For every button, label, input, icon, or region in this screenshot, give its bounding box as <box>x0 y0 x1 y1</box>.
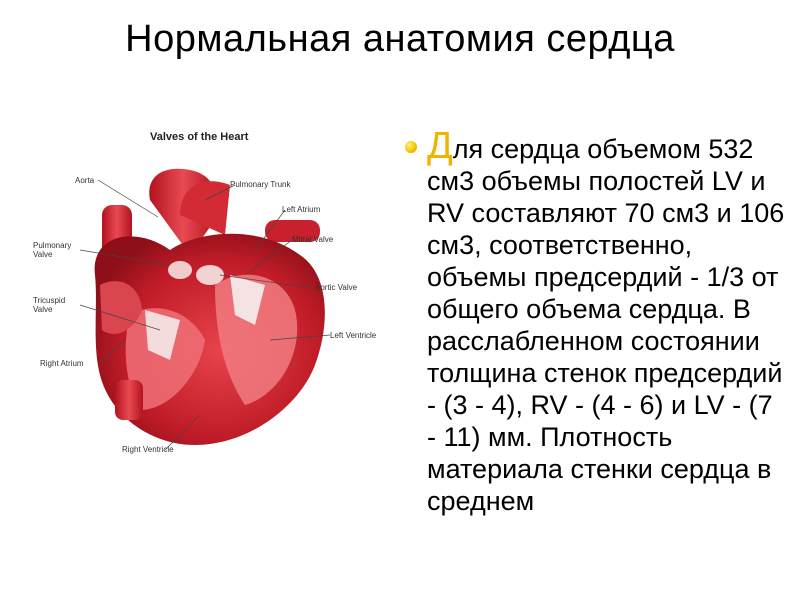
slide-title: Нормальная анатомия сердца <box>125 18 675 60</box>
bullet-icon <box>405 141 417 153</box>
label-right-atrium: Right Atrium <box>40 359 84 368</box>
description-paragraph <box>427 125 787 517</box>
label-left-atrium: Left Atrium <box>282 205 321 214</box>
label-tricuspid-valve: Tricuspid Valve <box>33 296 66 314</box>
label-pulmonary-trunk: Pulmonary Trunk <box>230 180 291 189</box>
heart-valves-figure <box>30 125 390 465</box>
drop-cap-letter: Д <box>427 125 453 167</box>
label-right-ventricle: Right Ventricle <box>122 445 174 454</box>
label-left-ventricle: Left Ventricle <box>330 331 377 340</box>
label-pulmonary-valve: Pulmonary Valve <box>33 241 72 259</box>
label-mitral-valve: Mitral Valve <box>292 235 334 244</box>
aortic-valve <box>196 265 224 285</box>
figure-title: Valves of the Heart <box>150 131 249 143</box>
description-text: ля сердца объемом 532 см3 объемы полостей LV и RV составляют 70 см3 и 106 см3, соответственно, объемы предсердий - 1/3 от общего объема сердца. В расслабленном состоянии толщина стенок предсердий - (3 - 4), RV - (4 - 6) и LV - (7 - 11) мм. Плотность материала стенки сердца в среднем <box>427 134 785 516</box>
pulmonary-valve <box>168 261 192 279</box>
inferior-vena-cava <box>115 380 143 420</box>
label-aortic-valve: Aortic Valve <box>315 283 358 292</box>
label-aorta: Aorta <box>75 176 95 185</box>
